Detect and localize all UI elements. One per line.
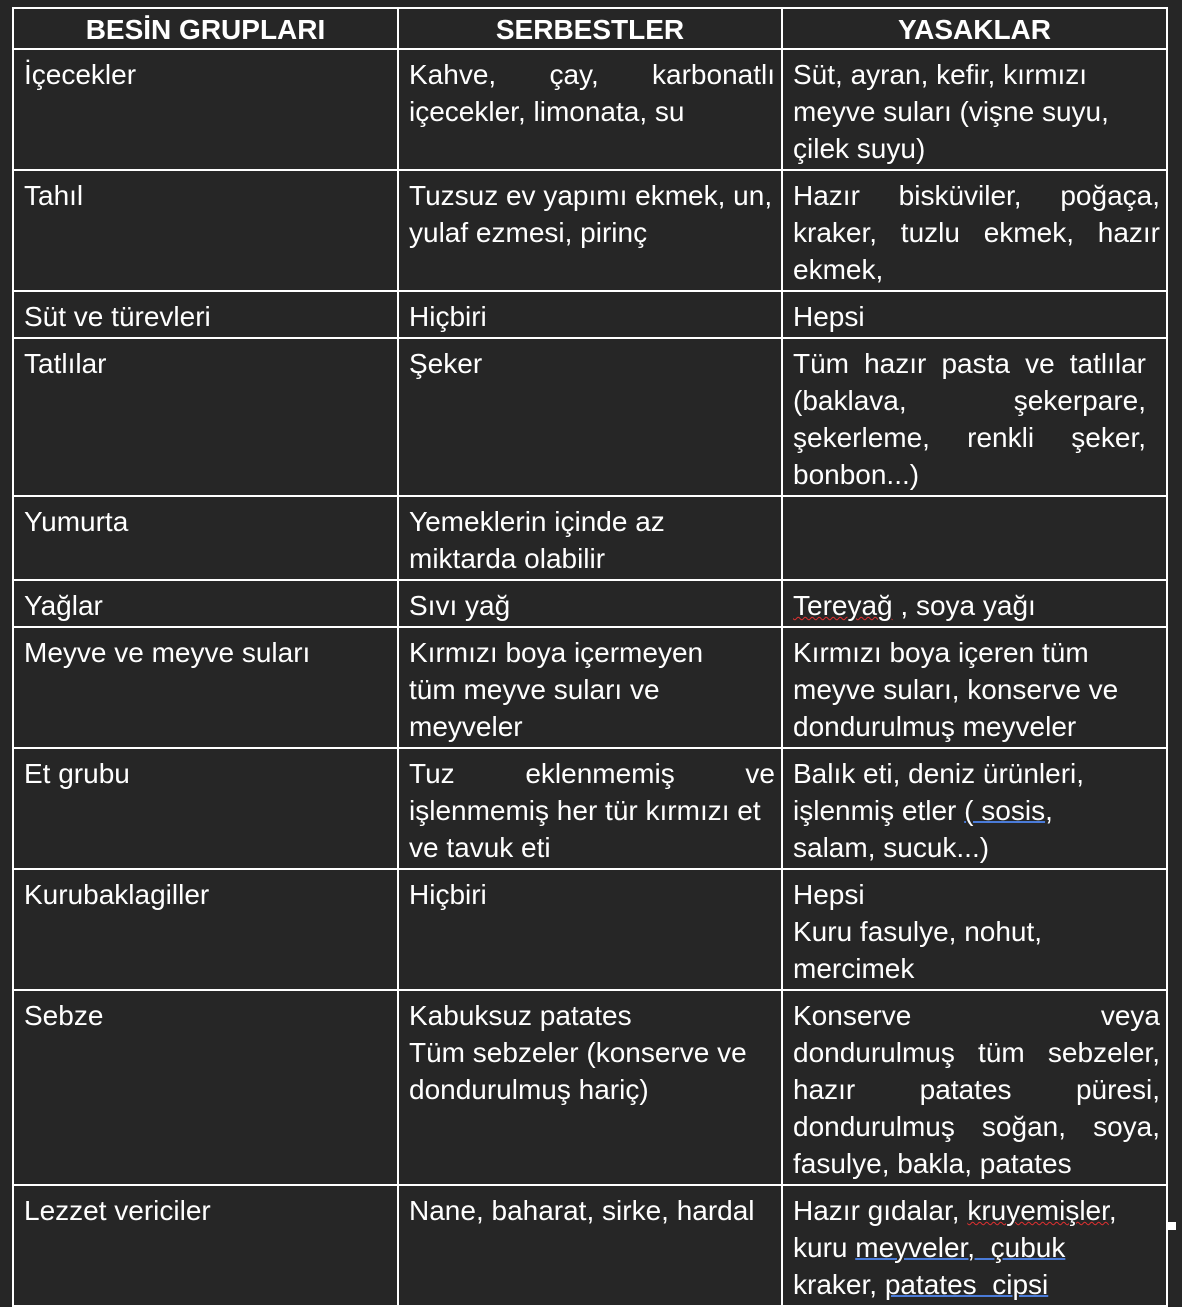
header-allowed: SERBESTLER [398,8,782,49]
cell-line: Kabuksuz patates [409,1000,632,1031]
allowed-cell [398,990,782,1185]
cell-line: Balık eti, deniz ürünleri, [793,758,1085,789]
cell-line [793,1192,1160,1229]
allowed-cell: Şeker [398,338,782,496]
forbidden-cell: Hepsi [782,291,1167,338]
cell-line [793,1229,1160,1266]
cell-line: ve tavuk eti [409,832,551,863]
misspelled-word[interactable]: kruyemişler [967,1195,1109,1226]
table-row [13,869,1167,990]
forbidden-cell [782,990,1167,1185]
cell-line: Konserve veya [793,1000,1160,1031]
food-group-cell: İçecekler [13,49,398,170]
grammar-flagged-text[interactable]: meyveler, çubuk [855,1232,1066,1263]
cell-text: , soya yağı [892,590,1036,621]
cell-line: Tuz eklenmemiş ve [409,758,775,789]
cell-line: ekmek, [793,254,884,285]
cell-line: mercimek [793,953,915,984]
cell-text: , [1045,795,1053,826]
table-row [13,1185,1167,1306]
cell-line: çilek suyu) [793,133,926,164]
table-row [13,170,1167,291]
cell-line: dondurulmuş meyveler [793,711,1077,742]
cell-text: kuru [793,1232,856,1263]
allowed-cell [398,170,782,291]
cell-line: Hazır bisküviler, poğaça, [793,180,1160,211]
cell-line: bonbon...) [793,459,920,490]
forbidden-cell [782,627,1167,748]
table-row [13,580,1167,627]
food-group-cell: Yumurta [13,496,398,580]
food-group-cell: Tahıl [13,170,398,291]
cell-line: Tuzsuz ev yapımı ekmek, un, [409,180,773,211]
allowed-cell: Hiçbiri [398,869,782,990]
food-group-cell: Süt ve türevleri [13,291,398,338]
cell-line: Kuru fasulye, nohut, [793,916,1043,947]
cell-line: kraker, tuzlu ekmek, hazır [793,217,1160,248]
cell-line: miktarda olabilir [409,543,606,574]
allowed-cell: Nane, baharat, sirke, hardal [398,1185,782,1306]
table-row [13,49,1167,170]
cell-line [793,792,1160,829]
cell-line [793,1266,1160,1303]
grammar-flagged-text[interactable]: ( sosis [964,795,1046,826]
table-row [13,990,1167,1185]
table-resize-handle[interactable] [1168,1222,1176,1230]
misspelled-word[interactable]: Tereyağ [793,590,893,621]
cell-line: Tüm hazır pasta ve tatlılar [793,348,1146,379]
food-group-cell: Et grubu [13,748,398,869]
forbidden-cell [782,1185,1167,1306]
food-groups-table [12,7,1168,1307]
allowed-cell: Sıvı yağ [398,580,782,627]
cell-line: Kırmızı boya içermeyen [409,637,704,668]
food-group-cell: Yağlar [13,580,398,627]
forbidden-cell [782,748,1167,869]
allowed-cell [398,496,782,580]
food-group-cell: Lezzet vericiler [13,1185,398,1306]
cell-line: Süt, ayran, kefir, kırmızı [793,59,1088,90]
food-group-cell: Kurubaklagiller [13,869,398,990]
grammar-flagged-text[interactable]: patates cipsi [884,1269,1049,1300]
cell-text: Hazır gıdalar, [793,1195,968,1226]
forbidden-cell [782,49,1167,170]
cell-line: salam, sucuk...) [793,832,990,863]
cell-line: yulaf ezmesi, pirinç [409,217,648,248]
cell-line: Tüm sebzeler (konserve ve [409,1037,747,1068]
cell-line: meyve suları (vişne suyu, [793,96,1109,127]
cell-line: fasulye, bakla, patates [793,1148,1072,1179]
cell-line: Kırmızı boya içeren tüm [793,637,1089,668]
cell-line: dondurulmuş soğan, soya, [793,1111,1160,1142]
table-row [13,748,1167,869]
forbidden-cell [782,338,1167,496]
forbidden-cell [782,170,1167,291]
allowed-cell [398,748,782,869]
allowed-cell: Hiçbiri [398,291,782,338]
cell-line: hazır patates püresi, [793,1074,1160,1105]
cell-line: işlenmemiş her tür kırmızı et [409,795,761,826]
cell-line: Kahve, çay, karbonatlı [409,59,775,90]
cell-line: (baklava, şekerpare, [793,385,1146,416]
header-food-groups: BESİN GRUPLARI [13,8,398,49]
table-row [13,291,1167,338]
header-row [13,8,1167,49]
allowed-cell [398,627,782,748]
cell-line: dondurulmuş tüm sebzeler, [793,1037,1160,1068]
cell-text: kraker, [793,1269,885,1300]
table-row [13,338,1167,496]
food-group-cell: Tatlılar [13,338,398,496]
forbidden-cell [782,580,1167,627]
food-group-cell: Meyve ve meyve suları [13,627,398,748]
table-row [13,627,1167,748]
forbidden-cell [782,496,1167,580]
cell-text: , [1108,1195,1117,1226]
allowed-cell [398,49,782,170]
cell-text: işlenmiş etler [793,795,965,826]
cell-line: Yemeklerin içinde az [409,506,665,537]
cell-line: meyve suları, konserve ve [793,674,1119,705]
cell-line: şekerleme, renkli şeker, [793,422,1146,453]
cell-line: Hepsi [793,879,865,910]
cell-line: dondurulmuş hariç) [409,1074,649,1105]
cell-line: tüm meyve suları ve [409,674,660,705]
table-row [13,496,1167,580]
forbidden-cell [782,869,1167,990]
cell-line: meyveler [409,711,523,742]
food-group-cell: Sebze [13,990,398,1185]
cell-line: içecekler, limonata, su [409,96,685,127]
header-forbidden: YASAKLAR [782,8,1167,49]
